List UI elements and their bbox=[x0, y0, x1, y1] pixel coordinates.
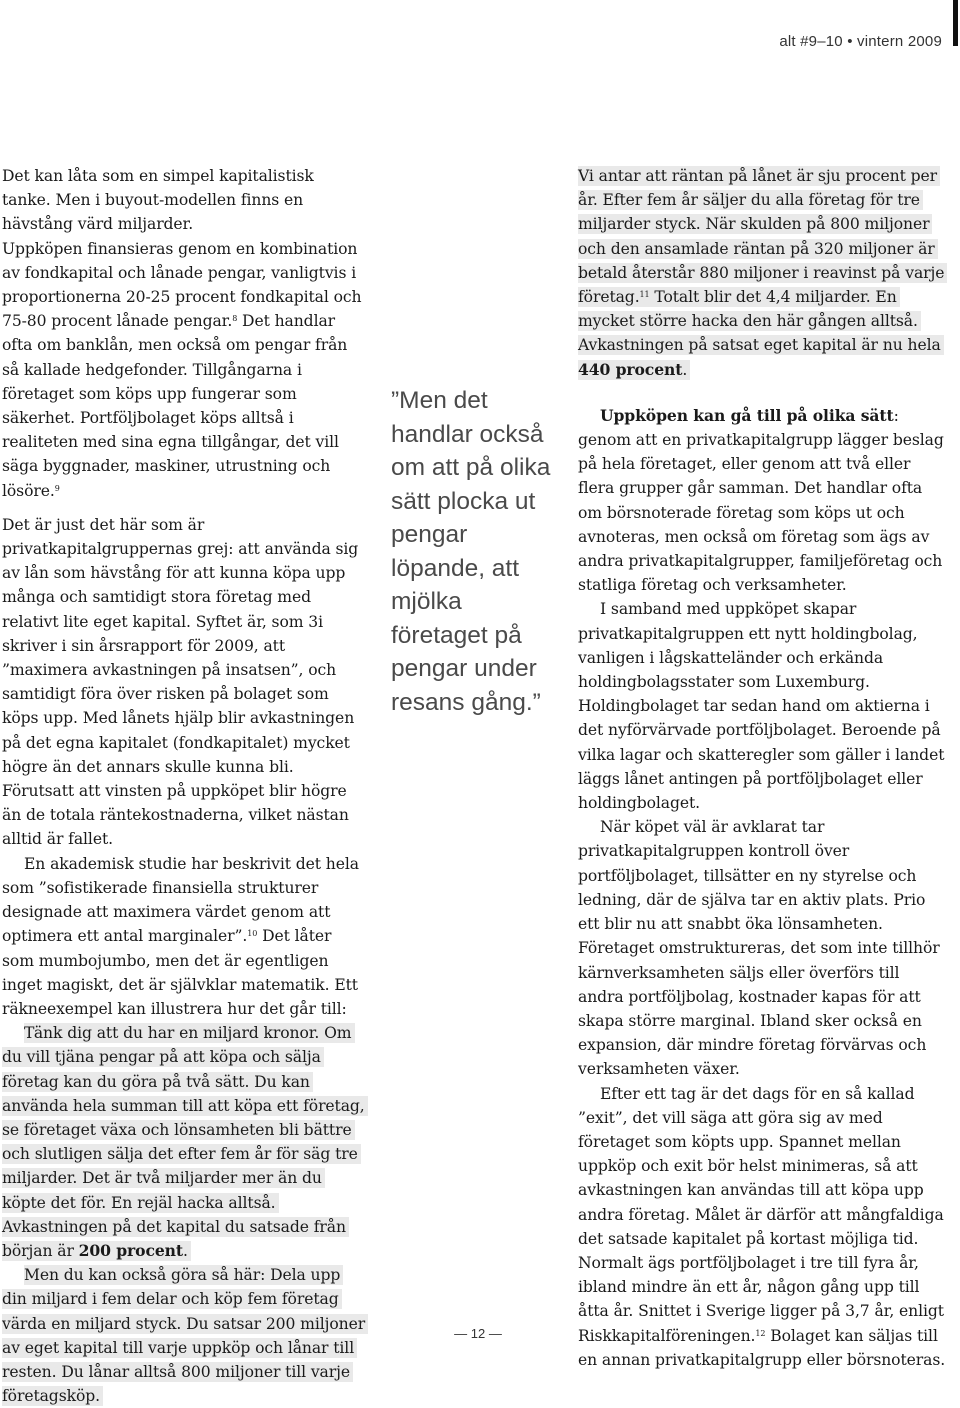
example-highlight: Men du kan också göra så här: Dela upp din miljard i fem delar och köp fem företag värda en miljard styck. Du satsar 200 miljoner av eget kapital till varje uppköp och lånar till resten. Du lånar alltså 800 miljoner till varje företagsköp. bbox=[2, 1263, 367, 1408]
page-edge-marker bbox=[953, 0, 958, 46]
lead-in: Uppköpen kan gå till på olika sätt bbox=[600, 405, 894, 425]
paragraph: Det är just det här som är privatkapitalgruppernas grej: att använda sig av lån som hävstång för att kunna köpa upp många och samtidigt stora företag med relativt lite eget kapital. Syftet är, som 3i skriver i sin årsrapport för 2009, att ”maximera avkastningen på insatsen”, och samtidigt föra över risken på bolaget som köps upp. Med lånets hjälp blir avkastningen på det egna kapitalet (fondkapitalet) mycket högre än det annars skulle kunna bli. Förutsatt att vinsten på uppköpet blir högre än de totala räntekostnaderna, vilket nästan alltid är fallet. bbox=[2, 515, 359, 849]
paragraph: Efter ett tag är det dags för en så kallad ”exit”, det vill säga att göra sig av med företaget som köpts upp. Spannet mellan uppköp och exit bör helst minimeras, så att avkastningen kan användas till att köpa upp andra företag. Målet är därför att mångfaldiga det satsade kapitalet på kortast möjliga tid. Normalt ägs portföljbolaget i tre till fyra år, ibland mindre än ett år, någon gång upp till åtta år. Snittet i Sverige ligger på 3,7 år, enligt Riskkapitalföreningen.$^{12}$ Bolaget kan säljas till en annan privatkapitalgrupp eller börsnoteras. bbox=[578, 1084, 946, 1369]
footnote-ref: 11 bbox=[639, 290, 650, 300]
paragraph: När köpet väl är avklarat tar privatkapitalgruppen kontroll över portföljbolaget, tillsätter en ny styrelse och ledning, där de själva tar en aktiv plats. Prio ett blir nu att snabbt öka lönsamheten. Företaget omstruktureras, det som inte tillhör kärnverksamheten säljs eller överförs till andra portföljbolag, kostnader kapas för att skapa större marginal. Ibland sker också en expansion, där mindre företag förvärvas och verksamheten växer. bbox=[578, 818, 940, 1079]
example-highlight: Tänk dig att du har en miljard kronor. Om du vill tjäna pengar på att köpa och sälja företag kan du göra på två sätt. Du kan använda hela summan till att köpa ett företag, se företaget växa och lönsamheten bli bättre och slutligen sälja det efter fem år för säg tre miljarder. Det är två miljarder mer än du köpte det för. En rejäl hacka alltså. Avkastningen på det kapital du satsade från början är 200 procent. bbox=[2, 1021, 367, 1263]
page-number: — 12 — bbox=[454, 1326, 502, 1341]
paragraph: Uppköpen kan gå till på olika sätt: genom att en privatkapitalgrupp lägger beslag på hela företaget, eller genom att två eller flera grupper går samman. Det handlar ofta om börsnoterade företag som köps ut och avnoteras, men också om företag som ägs av andra privatkapitalgrupper, familjeföretag och statliga företag och verksamheter. bbox=[578, 405, 944, 595]
pull-quote: ”Men det handlar också om att på olika sätt plocka ut pengar löpande, att mjölka företaget på pengar under resans gång.” bbox=[391, 387, 551, 716]
right-column bbox=[578, 164, 946, 1372]
example-highlight: Vi antar att räntan på lånet är sju procent per år. Efter fem år säljer du alla företag för tre miljarder styck. När skulden på 800 miljoner och den ansamlade räntan på 320 miljoner är betald återstår 880 miljoner i reavinst på varje företag.$^{11}$ Totalt blir det 4,4 miljarder. En mycket större hacka den här gången alltså. Avkastningen på satsat eget kapital är nu hela 440 procent. bbox=[578, 164, 946, 382]
paragraph: Det kan låta som en simpel kapitalistisk tanke. Men i buyout-modellen finns en hävstång värd miljarder. bbox=[2, 167, 314, 234]
footnote-ref: 10 bbox=[247, 929, 258, 939]
footnote-ref: 8 bbox=[232, 314, 238, 324]
footnote-ref: 9 bbox=[54, 483, 60, 493]
running-header: alt #9–10 • vintern 2009 bbox=[779, 33, 942, 50]
paragraph: I samband med uppköpet skapar privatkapitalgruppen ett nytt holdingbolag, vanligen i lågskatteländer och erkända holdingbolagsstater som Luxemburg. Holdingbolaget tar sedan hand om aktierna i det nyförvärvade portföljbolaget. Beroende på vilka lagar och skatteregler som gäller i landet läggs lånet antingen på portföljbolaget eller holdingbolaget. bbox=[578, 600, 945, 813]
footnote-ref: 12 bbox=[755, 1328, 766, 1338]
paragraph: Uppköpen finansieras genom en kombination av fondkapital och lånade pengar, vanligtvis i proportionerna 20-25 procent fondkapital och 75-80 procent lånade pengar.$^8$ Det handlar ofta om banklån, men också om pengar från så kallade hedgefonder. Tillgångarna i företaget som köps upp fungerar som säkerhet. Portföljbolaget köps alltså i realiteten med sina egna tillgångar, det vill säga byggnader, maskiner, utrustning och lösöre.$^9$ bbox=[2, 239, 362, 500]
paragraph: En akademisk studie har beskrivit det hela som ”sofistikerade finansiella strukturer designade att maximera värdet genom att optimera ett antal marginaler”.$^{10}$ Det låter som mumbojumbo, men det är egentligen inget magiskt, det är självklar matematik. Ett räkneexempel kan illustrera hur det går till: bbox=[2, 854, 359, 1018]
left-column bbox=[2, 164, 367, 1408]
